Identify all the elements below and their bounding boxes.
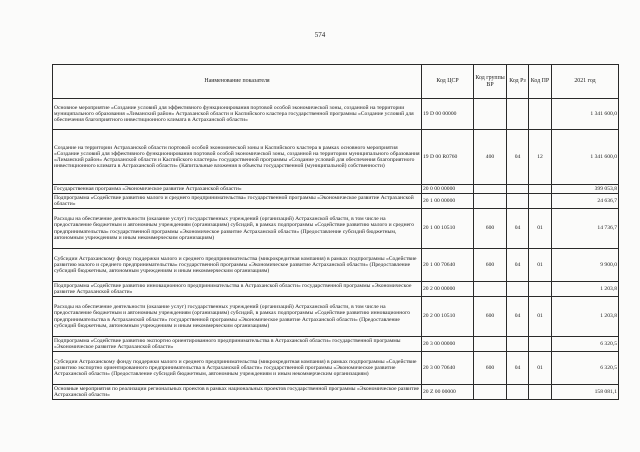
cell-csr: 20 1 00 00000 xyxy=(422,194,474,209)
cell-csr: 20 2 00 10510 xyxy=(422,297,474,337)
cell-name: Субсидии Астраханскому фонду поддержки малого и среднего предпринимательства (микрокредитная компания) в рамках подпрограммы «Содействие развитию малого и среднего предпринимательства» государственной программы «Экономическое развитие Астраханской области» (Предоставление субсидий бюджетным, автономным учреждениям и иным некоммерческим организациям) xyxy=(53,249,422,282)
cell-csr: 20 Z 00 00000 xyxy=(422,385,474,400)
cell-vr xyxy=(474,99,507,130)
table-row xyxy=(53,337,619,352)
header-csr: Код ЦСР xyxy=(422,65,474,99)
table-row xyxy=(53,385,619,400)
page-number: 574 xyxy=(314,31,326,39)
cell-name: Расходы на обеспечение деятельности (оказание услуг) государственных учреждений (организаций) Астраханской области, в том числе на предоставление бюджетным и автономным учреждениям (организациям) субсидий, в рамках подпрограммы «Содействие развитию инновационного предпринимательства в Астраханской области» государственной программы «Экономическое развитие Астраханской области» (Предоставление субсидий бюджетным, автономным учреждениям и иным некоммерческим организациям) xyxy=(53,297,422,337)
cell-amount: 1 203,8 xyxy=(552,282,619,297)
table-row xyxy=(53,209,619,249)
table-row xyxy=(53,185,619,194)
cell-name: Подпрограмма «Содействие развитию инновационного предпринимательства в Астраханской области» государственной программы «Экономическое развитие Астраханской области» xyxy=(53,282,422,297)
cell-pr xyxy=(529,194,552,209)
cell-amount: 14 736,7 xyxy=(552,209,619,249)
cell-vr: 600 xyxy=(474,352,507,385)
cell-amount: 6 320,5 xyxy=(552,352,619,385)
cell-pr: 01 xyxy=(529,249,552,282)
cell-pr xyxy=(529,337,552,352)
cell-rz xyxy=(507,385,529,400)
cell-rz: 04 xyxy=(507,130,529,185)
cell-name: Субсидии Астраханскому фонду поддержки малого и среднего предпринимательства (микрокредитная компания) в рамках подпрограммы «Содействие развитию экспортно ориентированного предпринимательства в Астраханской области» государственной программы «Экономическое развитие Астраханской области» (Предоставление субсидий бюджетным, автономным учреждениям и иным некоммерческим организациям) xyxy=(53,352,422,385)
table-header-row xyxy=(53,65,619,99)
table-row xyxy=(53,352,619,385)
cell-name: Создание на территории Астраханской области портовой особой экономической зоны и Каспийского кластера в рамках основного мероприятия «Создание условий для эффективного функционирования портовой особой экономической зоны, созданной на территории муниципального образования «Лиманский район» Астраханской области и Каспийского кластера» государственной программы «Создание условий для обеспечения благоприятного инвестиционного климата в Астраханской области» (Капитальные вложения в объекты государственной (муниципальной) собственности) xyxy=(53,130,422,185)
cell-pr: 01 xyxy=(529,297,552,337)
cell-rz xyxy=(507,185,529,194)
cell-pr xyxy=(529,282,552,297)
cell-pr: 01 xyxy=(529,209,552,249)
cell-rz xyxy=(507,337,529,352)
cell-name: Подпрограмма «Содействие развитию малого и среднего предпринимательства» государственной программы «Экономическое развитие Астраханской области» xyxy=(53,194,422,209)
cell-amount: 1 341 600,0 xyxy=(552,99,619,130)
cell-rz: 04 xyxy=(507,297,529,337)
cell-pr: 12 xyxy=(529,130,552,185)
table-row xyxy=(53,297,619,337)
header-vr: Код группы ВР xyxy=(474,65,507,99)
table-row xyxy=(53,99,619,130)
cell-amount: 399 053,8 xyxy=(552,185,619,194)
cell-amount: 1 341 600,0 xyxy=(552,130,619,185)
cell-vr: 600 xyxy=(474,249,507,282)
cell-rz xyxy=(507,99,529,130)
table-row xyxy=(53,282,619,297)
cell-name: Основные мероприятия по реализации региональных проектов в рамках национальных проектов государственной программы «Экономическое развитие Астраханской области» xyxy=(53,385,422,400)
cell-vr: 400 xyxy=(474,130,507,185)
budget-table xyxy=(52,64,619,400)
cell-vr xyxy=(474,185,507,194)
cell-csr: 19 D 00 R0760 xyxy=(422,130,474,185)
header-name: Наименование показателя xyxy=(53,65,422,99)
header-year: 2021 год xyxy=(552,65,619,99)
cell-csr: 20 3 00 70640 xyxy=(422,352,474,385)
cell-csr: 20 3 00 00000 xyxy=(422,337,474,352)
cell-vr: 600 xyxy=(474,297,507,337)
cell-csr: 20 2 00 00000 xyxy=(422,282,474,297)
cell-vr xyxy=(474,194,507,209)
cell-amount: 9 900,0 xyxy=(552,249,619,282)
cell-csr: 20 1 00 10510 xyxy=(422,209,474,249)
cell-rz: 04 xyxy=(507,249,529,282)
cell-name: Расходы на обеспечение деятельности (оказание услуг) государственных учреждений (организаций) Астраханской области, в том числе на предоставление бюджетным и автономным учреждениям (организациям) субсидий, в рамках подпрограммы «Содействие развитию малого и среднего предпринимательства» государственной программы «Экономическое развитие Астраханской области» (Предоставление субсидий бюджетным, автономным учреждениям и иным некоммерческим организациям) xyxy=(53,209,422,249)
cell-amount: 24 636,7 xyxy=(552,194,619,209)
table-row xyxy=(53,130,619,185)
cell-pr xyxy=(529,185,552,194)
cell-rz: 04 xyxy=(507,209,529,249)
cell-rz: 04 xyxy=(507,352,529,385)
cell-name: Основное мероприятие «Создание условий для эффективного функционирования портовой особой экономической зоны, созданной на территории муниципального образования «Лиманский район» Астраханской области и Каспийского кластера государственной программы «Создание условий для обеспечения благоприятного инвестиционного климата в Астраханской области» xyxy=(53,99,422,130)
cell-pr xyxy=(529,99,552,130)
cell-name: Подпрограмма «Содействие развитию экспортно ориентированного предпринимательства в Астраханской области» государственной программы «Экономическое развитие Астраханской области» xyxy=(53,337,422,352)
header-pr: Код ПР xyxy=(529,65,552,99)
cell-vr xyxy=(474,385,507,400)
cell-csr: 20 1 00 70640 xyxy=(422,249,474,282)
cell-rz xyxy=(507,194,529,209)
cell-csr: 20 0 00 00000 xyxy=(422,185,474,194)
table-row xyxy=(53,194,619,209)
cell-vr xyxy=(474,337,507,352)
cell-amount: 6 320,5 xyxy=(552,337,619,352)
table-row xyxy=(53,249,619,282)
cell-rz xyxy=(507,282,529,297)
cell-vr: 600 xyxy=(474,209,507,249)
header-rz: Код Рз xyxy=(507,65,529,99)
cell-csr: 19 D 00 00000 xyxy=(422,99,474,130)
cell-pr: 01 xyxy=(529,352,552,385)
cell-amount: 1 203,8 xyxy=(552,297,619,337)
cell-name: Государственная программа «Экономическое развитие Астраханской области» xyxy=(53,185,422,194)
cell-amount: 158 081,1 xyxy=(552,385,619,400)
cell-pr xyxy=(529,385,552,400)
cell-vr xyxy=(474,282,507,297)
